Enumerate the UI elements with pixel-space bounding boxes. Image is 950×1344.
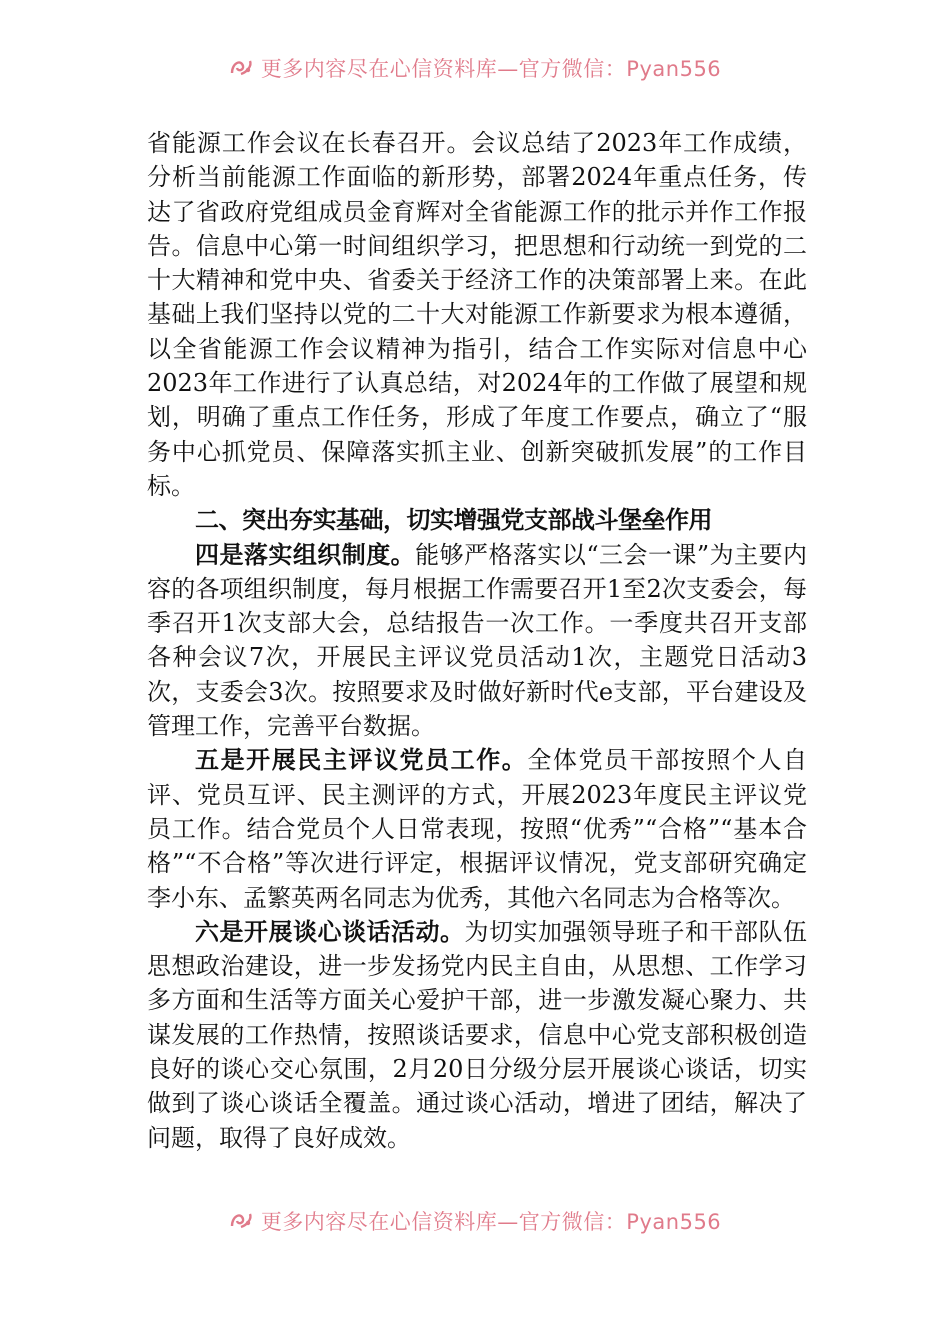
paragraph-organization-system — [147, 538, 807, 744]
section-heading-2: 二、突出夯实基础，切实增强党支部战斗堡垒作用 — [195, 506, 712, 535]
watermark-text: 更多内容尽在心信资料库—官方微信：Pyan556 — [260, 57, 722, 81]
watermark-text: 更多内容尽在心信资料库—官方微信：Pyan556 — [260, 1210, 722, 1234]
paragraph-body-6: 为切实加强领导班子和干部队伍思想政治建设，进一步发扬党内民主自由，从思想、工作学习多方面和生活等方面关心爱护干部，进一步激发凝心聚力、共谋发展的工作热情，按照谈话要求，信息中心党支部积极创造良好的谈心交心氛围，2月20日分级分层开展谈心谈话，切实做到了谈心谈话全覆盖。通过谈心活动，增进了团结，解决了问题，取得了良好成效。 — [147, 917, 807, 1152]
document-body — [147, 126, 807, 1155]
watermark-logo-icon — [229, 57, 255, 82]
paragraph-lead-4: 四是落实组织制度。 — [195, 540, 416, 569]
paragraph-meeting-summary: 省能源工作会议在长春召开。会议总结了2023年工作成绩，分析当前能源工作面临的新形势，部署2024年重点任务，传达了省政府党组成员金育辉对全省能源工作的批示并作工作报告。信息中心第一时间组织学习，把思想和行动统一到党的二十大精神和党中央、省委关于经济工作的决策部署上来。在此基础上我们坚持以党的二十大对能源工作新要求为根本遵循，以全省能源工作会议精神为指引，结合工作实际对信息中心2023年工作进行了认真总结，对2024年的工作做了展望和规划，明确了重点工作任务，形成了年度工作要点，确立了“服务中心抓党员、保障落实抓主业、创新突破抓发展”的工作目标。 — [147, 129, 807, 500]
paragraph-body-5: 全体党员干部按照个人自评、党员互评、民主测评的方式，开展2023年度民主评议党员工作。结合党员个人日常表现，按照“优秀”“合格”“基本合格”“不合格”等次进行评定，根据评议情况，党支部研究确定李小东、孟繁英两名同志为优秀，其他六名同志为合格等次。 — [147, 746, 808, 912]
paragraph-heart-talks — [147, 915, 807, 1155]
paragraph-democratic-review — [147, 743, 807, 914]
paragraph-lead-5: 五是开展民主评议党员工作。 — [195, 746, 528, 775]
paragraph-body-4: 能够严格落实以“三会一课”为主要内容的各项组织制度，每月根据工作需要召开1至2次支委会，每季召开1次支部大会，总结报告一次工作。一季度共召开支部各种会议7次，开展民主评议党员活动1次，主题党日活动3次，支委会3次。按照要求及时做好新时代e支部，平台建设及管理工作，完善平台数据。 — [147, 540, 807, 741]
paragraph-lead-6: 六是开展谈心谈话活动。 — [195, 917, 465, 946]
watermark-logo-icon — [229, 1210, 255, 1235]
watermark-footer — [0, 1209, 950, 1235]
watermark-header — [0, 56, 950, 82]
